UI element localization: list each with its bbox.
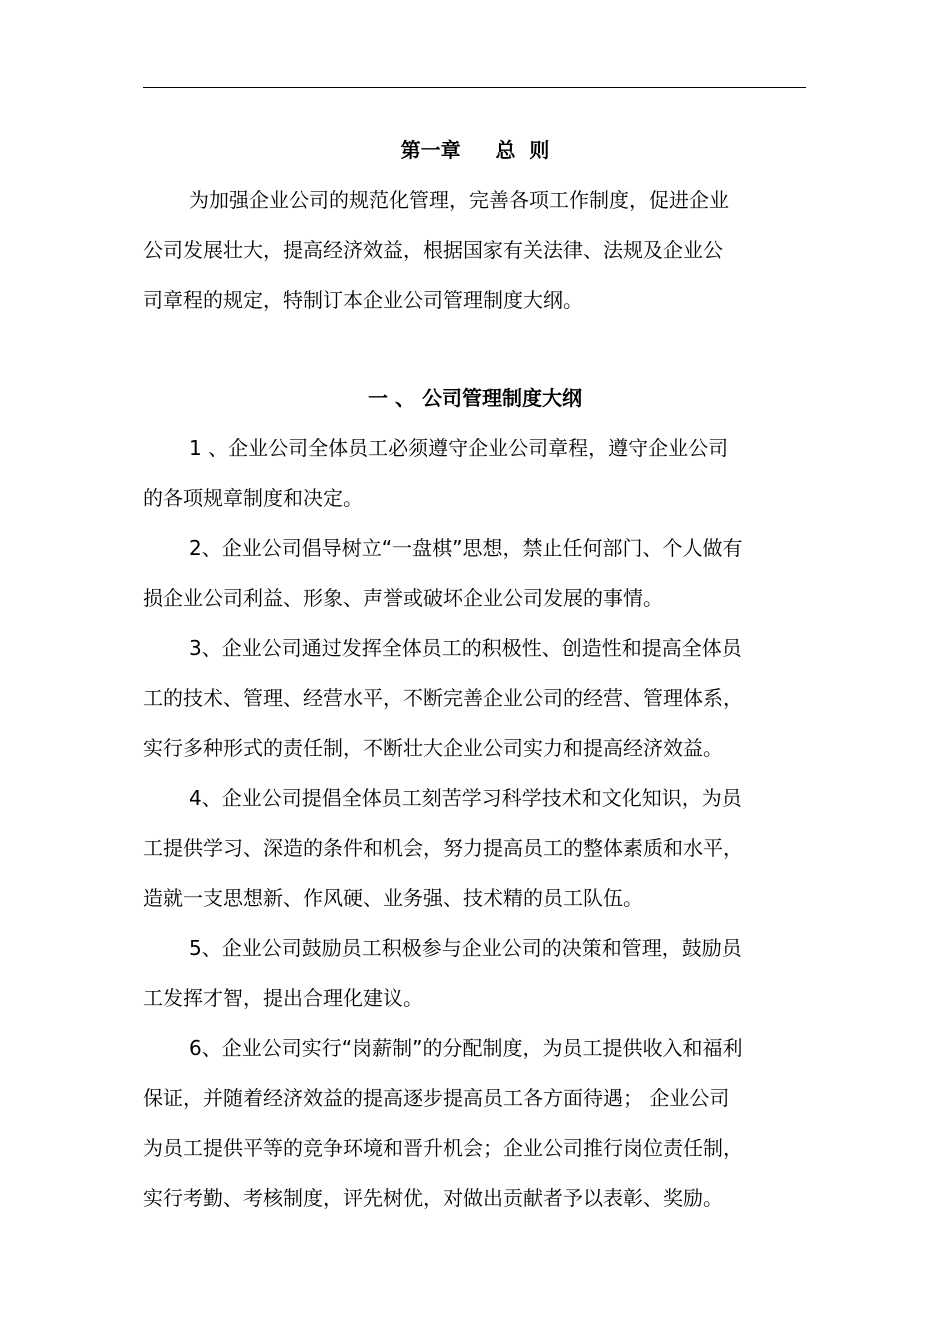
item-line: 3、企业公司通过发挥全体员工的积极性、创造性和提高全体员 <box>189 636 742 660</box>
item-line: 工的技术、管理、经营水平，不断完善企业公司的经营、管理体系， <box>143 686 743 710</box>
intro-line: 为加强企业公司的规范化管理，完善各项工作制度，促进企业 <box>189 188 729 212</box>
item-line: 5、企业公司鼓励员工积极参与企业公司的决策和管理，鼓励员 <box>189 936 742 960</box>
item-line: 为员工提供平等的竞争环境和晋升机会；企业公司推行岗位责任制， <box>143 1136 743 1160</box>
item-line: 实行考勤、考核制度，评先树优，对做出贡献者予以表彰、奖励。 <box>143 1186 723 1210</box>
item-line: 6、企业公司实行“岗薪制”的分配制度，为员工提供收入和福利 <box>189 1036 743 1060</box>
item-line: 工发挥才智，提出合理化建议。 <box>143 986 423 1010</box>
item-line: 4、企业公司提倡全体员工刻苦学习科学技术和文化知识，为员 <box>189 786 742 810</box>
header-rule <box>143 87 806 88</box>
intro-line: 司章程的规定，特制订本企业公司管理制度大纲。 <box>143 288 583 312</box>
item-line: 实行多种形式的责任制，不断壮大企业公司实力和提高经济效益。 <box>143 736 723 760</box>
item-line: 1 、企业公司全体员工必须遵守企业公司章程，遵守企业公司 <box>189 436 729 460</box>
section-title: 一 、 公司管理制度大纲 <box>368 386 582 410</box>
intro-line: 公司发展壮大，提高经济效益，根据国家有关法律、法规及企业公 <box>143 238 723 262</box>
item-line: 损企业公司利益、形象、声誉或破坏企业公司发展的事情。 <box>143 586 663 610</box>
item-line: 工提供学习、深造的条件和机会，努力提高员工的整体素质和水平， <box>143 836 743 860</box>
chapter-title: 第一章 总 则 <box>400 138 550 162</box>
item-line: 造就一支思想新、作风硬、业务强、技术精的员工队伍。 <box>143 886 643 910</box>
item-line: 保证，并随着经济效益的提高逐步提高员工各方面待遇； 企业公司 <box>143 1086 730 1110</box>
item-line: 的各项规章制度和决定。 <box>143 486 363 510</box>
item-line: 2、企业公司倡导树立“一盘棋”思想，禁止任何部门、个人做有 <box>189 536 743 560</box>
